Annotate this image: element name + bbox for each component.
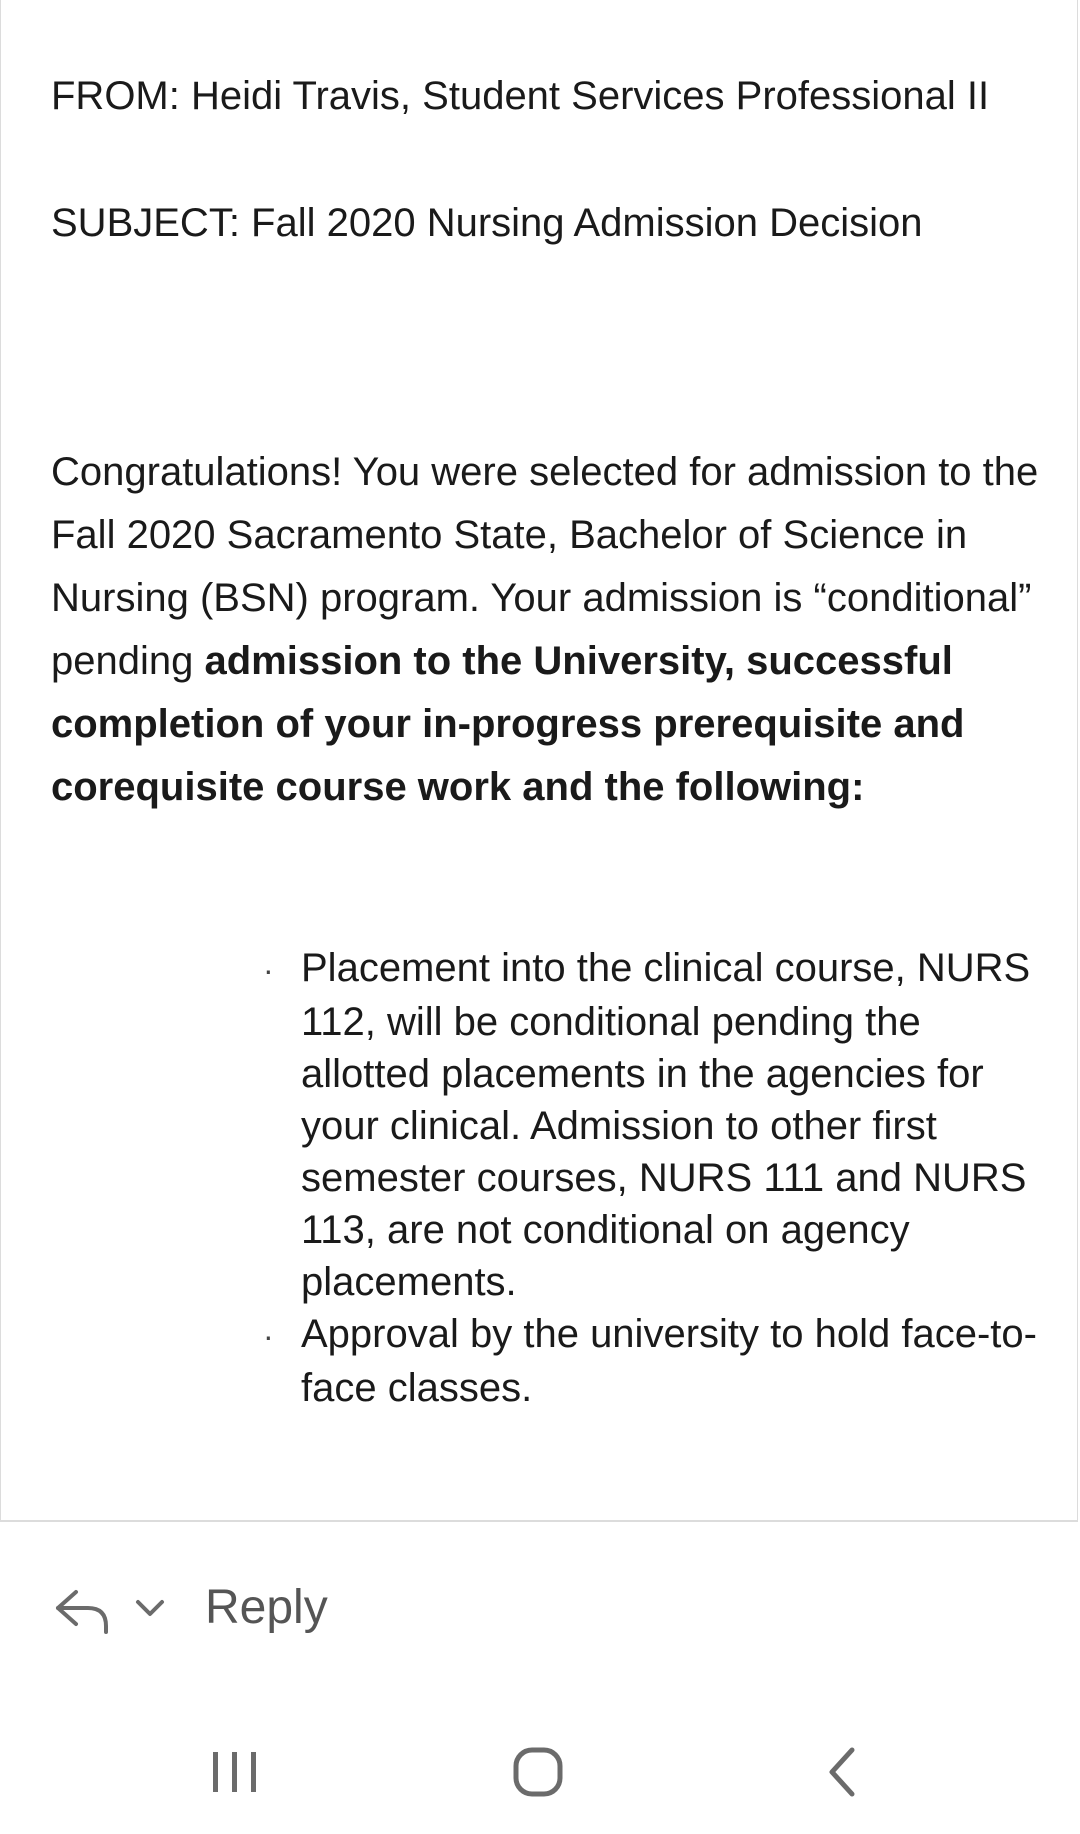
reply-bar	[0, 1560, 1080, 1660]
condition-list	[263, 942, 1043, 1414]
recents-icon[interactable]	[190, 1736, 280, 1806]
system-nav-bar	[0, 1714, 1080, 1834]
reply-icon[interactable]	[52, 1582, 112, 1638]
subject-line: SUBJECT: Fall 2020 Nursing Admission Decision	[51, 201, 923, 245]
bullet-dot: ·	[263, 1318, 274, 1354]
bullet-dot: ·	[263, 952, 274, 988]
home-icon[interactable]	[493, 1736, 583, 1806]
back-icon[interactable]	[796, 1736, 886, 1806]
message-conditions: admission to the University, successful completion of your in-progress prerequisite and corequisite course work and the following:	[51, 639, 965, 809]
message-paragraph	[51, 441, 1051, 819]
chevron-down-icon[interactable]	[132, 1590, 168, 1626]
reply-button[interactable]: Reply	[205, 1581, 328, 1634]
from-line: FROM: Heidi Travis, Student Services Professional II	[51, 74, 990, 118]
condition-item	[263, 942, 1043, 1308]
condition-text: Approval by the university to hold face-to-face classes.	[301, 1312, 1037, 1410]
condition-text: Placement into the clinical course, NURS 112, will be conditional pending the allotted placements in the agencies for your clinical. Admission to other first semester courses, NURS 111 and NURS 113, are not conditional on agency placements.	[301, 946, 1031, 1304]
condition-item	[263, 1308, 1043, 1414]
message-intro: Congratulations! You were selected for admission to the Fall 2020 Sacramento State, Bachelor of Science in Nursing (BSN) program. Your admission is “conditional” pending	[51, 450, 1039, 683]
